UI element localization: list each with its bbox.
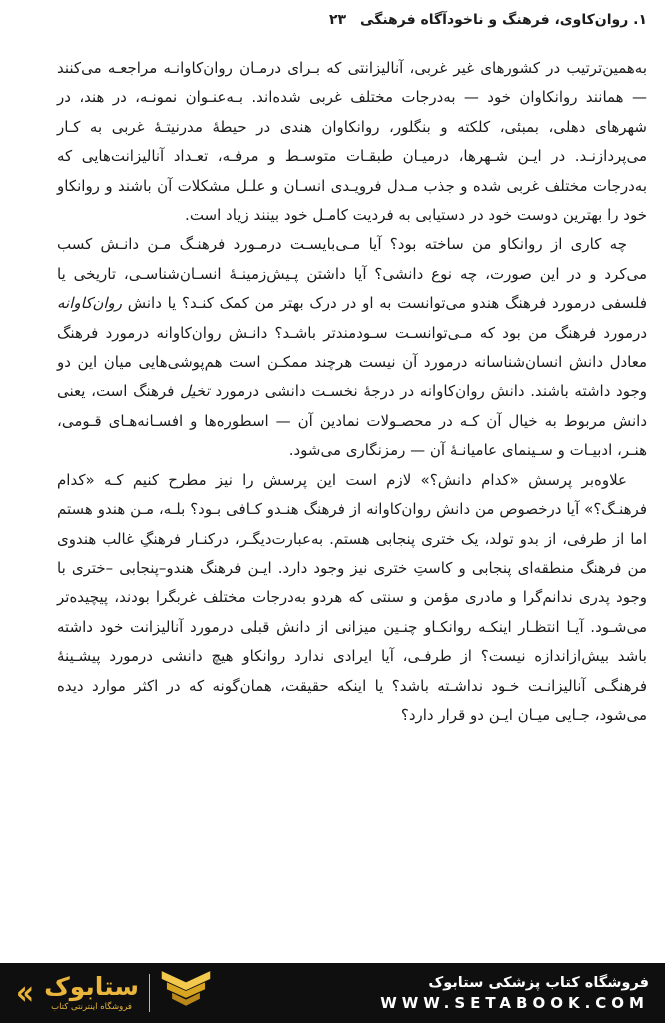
page-number: ۲۳ xyxy=(328,12,347,28)
body-paragraph xyxy=(57,230,647,465)
paragraph-segment: درمورد فرهنگ من بود که مـی‌توانسـت سـودمندتر باشـد؟ دانـش روان‌کاوانه درمورد فرهنگ معادل دانش انسان‌شناسانه درمورد آن نیست هرچند ممکـن است هم‌پوشی‌هایی میان این دو وجود داشته باشند. دانش روان‌کاوانه در درجۀ نخسـت دانشی درمورد xyxy=(57,323,647,401)
logo-type xyxy=(44,971,139,1013)
store-title: فروشگاه کتاب پزشکی ستابوک xyxy=(428,974,649,991)
body-text xyxy=(57,54,647,730)
paragraph-segment: فرهنگ است، یعنی دانش مربوط به خیال آن کـه در محصـولات نمادین آن — اسطوره‌ها و افسـانه‌هـای قـومی، هنـر، ادبیـات و سـینمای عامیانـۀ آن — رمزنگاری می‌شود. xyxy=(57,382,647,460)
footer-banner xyxy=(0,963,665,1023)
logo-text: ستابوک xyxy=(44,971,139,1001)
stacked-chevrons-icon xyxy=(160,971,212,1015)
chevrons-left-icon: « xyxy=(16,972,35,1013)
page-header xyxy=(57,12,647,28)
clipped-line: قرار دارد؟ xyxy=(400,705,471,724)
chapter-title: ۱. روان‌کاوی، فرهنگ و ناخودآگاه فرهنگی xyxy=(360,12,647,28)
paragraph-segment: علاوه‌بر پرسش «کدام دانش؟» لازم است این پرسش را نیز مطرح کنیم کـه «کدام فرهنـگ؟» آیا درخصوص من دانش روان‌کاوانه از فرهنگ هنـدو کـافی بـود؟ بلـه، مـن هندو هستم اما از طرفی، از بدو تولد، یک ختری پنجابی هستم. به‌عبارت‌دیگـر، درکنـار فرهنگِ غالب هندوی من فرهنگ منطقه‌ای پنجابی و کاستِ ختری نیز وجود دارد. ایـن فرهنگ هندو–پنجابی –ختری با وجود پدری ندانم‌گرا و مادری مؤمن و سنتی که هردو به‌درجات مختلف غربگرا بودند، پیچیده‌تر می‌شـود. آیـا انتظـار اینکـه روانکـاو چنـین میزانی از دانش قبلی درمورد آنالیزانت خود داشته باشد بیش‌ازاندازه نیست؟ از طرفـی، آیا ایرادی ندارد روانکاو هیچ دانشی درمورد پیشـینۀ فرهنگـی آنالیزانـت خـود نداشـته باشد؟ یا اینکه حقیقت، همان‌گونه که در اکثر موارد دیده می‌شود، جـایی میـان ایـن دو xyxy=(57,470,647,724)
logo-caption: فروشگاه اینترنتی کتاب xyxy=(51,1002,132,1013)
body-paragraph: به‌همین‌ترتیب در کشورهای غیر غربی، آنالیزانتی که بـرای درمـان روان‌کاوانـه مراجعـه می‌کنند — همانند روانکاوان خود — به‌درجات مختلف غربی شده‌اند. بـه‌عنـوان نمونـه، در هند، در شهرهای دهلی، بمبئی، کلکته و بنگلور، روانکاوان هندی در حیطۀ مدرنیتـۀ غربی به کـار می‌پردازنـد. در ایـن شـهرها، درمیـان طبقـات متوسـط و مرفـه، تعـداد آنالیزانت‌هایی که به‌درجات مختلف غربی شده و جذب مـدل فرویـدی انسـان و علـل مشکلات آن باشند و روانکاو خود را بهترین دوست خود در دستیابی به فردیت کامـل خود بینند زیاد است. xyxy=(57,59,647,225)
italic-term: تخیل xyxy=(180,382,210,401)
logo-divider xyxy=(149,974,151,1012)
italic-term: روان‌کاوانه xyxy=(57,294,123,313)
body-paragraph xyxy=(57,466,647,731)
footer-text xyxy=(380,975,649,1012)
website-url: WWW.SETABOOK.COM xyxy=(380,993,649,1012)
setabook-logo xyxy=(16,971,212,1015)
paragraph-segment: چه کاری از روانکاو من ساخته بود؟ آیا مـی‌بایسـت درمـورد فرهنـگ مـن دانـش کسب می‌کرد و در این صورت، چه نوع دانشی؟ آیا داشتن پـیش‌زمینـۀ انسـان‌شناسـی، تاریخی یا فلسفی درمورد فرهنگ هندو می‌توانست به او در درک بهتر من کمک کنـد؟ یا دانش xyxy=(57,235,647,313)
